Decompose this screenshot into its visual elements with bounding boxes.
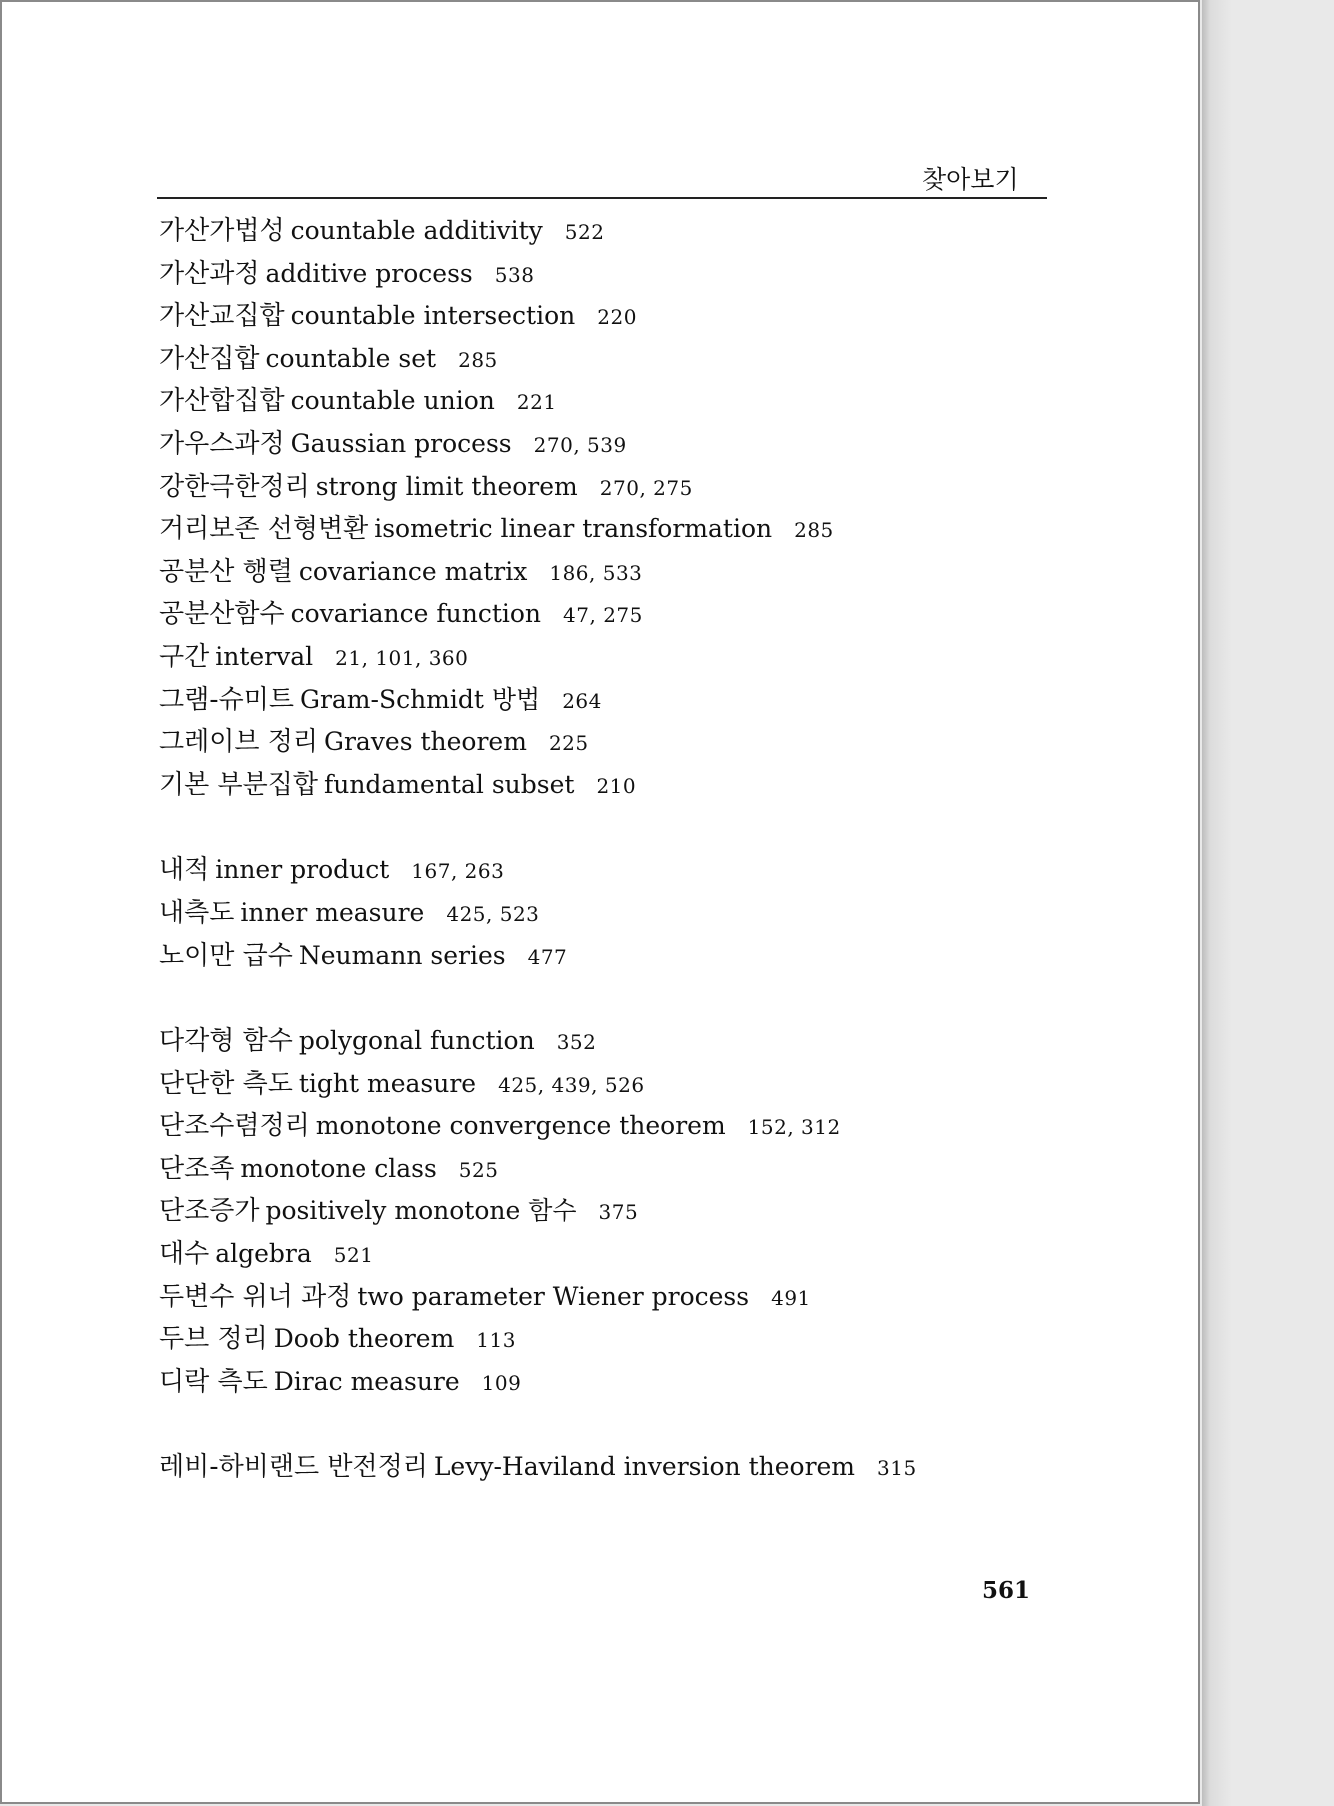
page-references: 285 xyxy=(794,518,834,543)
page-references: 21, 101, 360 xyxy=(335,645,469,670)
index-entry xyxy=(159,508,1059,551)
index-entry xyxy=(159,551,1059,594)
index-entry xyxy=(159,1190,1059,1233)
term-english: countable additivity xyxy=(290,216,543,245)
page-references: 270, 275 xyxy=(599,475,693,500)
page-references: 375 xyxy=(598,1200,639,1225)
index-entry xyxy=(159,849,1059,892)
index-entry xyxy=(159,679,1059,722)
index-entry xyxy=(159,1276,1059,1319)
page-references: 270, 539 xyxy=(533,432,627,457)
page-references: 152, 312 xyxy=(747,1115,841,1140)
term-english: polygonal function xyxy=(298,1026,535,1056)
term-korean: 그레이브 정리 xyxy=(159,727,318,758)
term-korean: 내측도 xyxy=(159,897,235,928)
term-korean: 가산가법성 xyxy=(159,216,285,246)
term-english: Gram-Schmidt 방법 xyxy=(299,684,541,714)
page-references: 525 xyxy=(458,1157,499,1182)
page-references: 167, 263 xyxy=(411,859,505,884)
term-english: interval xyxy=(215,641,314,671)
index-entry xyxy=(159,423,1059,466)
term-korean: 가산합집합 xyxy=(159,386,285,417)
index-entry xyxy=(159,1361,1059,1404)
index-entry xyxy=(159,935,1059,978)
index-entry xyxy=(159,764,1059,807)
page-references: 113 xyxy=(476,1328,516,1353)
term-korean: 단조증가 xyxy=(159,1196,260,1227)
term-english: Neumann series xyxy=(298,940,506,970)
index-entry xyxy=(159,1318,1059,1361)
term-korean: 가산교집합 xyxy=(159,301,285,332)
index-entries xyxy=(159,210,1059,1489)
term-korean: 가산과정 xyxy=(159,258,260,289)
term-korean: 두변수 위너 과정 xyxy=(159,1281,352,1312)
term-english: positively monotone 함수 xyxy=(265,1196,577,1226)
page-references: 220 xyxy=(597,305,637,330)
term-korean: 노이만 급수 xyxy=(159,940,293,971)
page-references: 225 xyxy=(548,731,589,756)
header-rule xyxy=(157,197,1047,199)
term-korean: 구간 xyxy=(159,641,210,672)
term-korean: 단단한 측도 xyxy=(159,1068,293,1099)
term-korean: 디락 측도 xyxy=(159,1366,268,1397)
page-references: 210 xyxy=(596,773,637,798)
index-entry xyxy=(159,295,1059,338)
page-references: 521 xyxy=(333,1243,374,1268)
page-references: 425, 523 xyxy=(446,901,540,926)
term-english: strong limit theorem xyxy=(315,471,578,501)
term-english: additive process xyxy=(265,258,473,288)
index-entry xyxy=(159,338,1059,381)
term-english: two parameter Wiener process xyxy=(357,1281,750,1311)
term-korean: 내적 xyxy=(159,855,210,886)
term-korean: 공분산 행렬 xyxy=(159,556,293,587)
index-group xyxy=(159,849,1059,977)
running-head: 찾아보기 xyxy=(922,165,1019,194)
page-edge-shadow xyxy=(1202,0,1334,1806)
page-references: 285 xyxy=(458,347,498,372)
term-korean: 그램-슈미트 xyxy=(159,684,294,715)
index-entry xyxy=(159,210,1059,253)
index-entry xyxy=(159,253,1059,296)
term-korean: 단조족 xyxy=(159,1153,235,1184)
page-references: 109 xyxy=(481,1370,522,1395)
page-number: 561 xyxy=(982,1577,1031,1604)
term-english: algebra xyxy=(215,1239,312,1269)
index-entry xyxy=(159,466,1059,509)
page-references: 352 xyxy=(556,1030,597,1055)
term-english: fundamental subset xyxy=(323,769,575,799)
term-english: covariance function xyxy=(290,599,542,629)
page-references: 522 xyxy=(564,220,605,244)
term-korean: 대수 xyxy=(159,1239,210,1270)
term-english: Dirac measure xyxy=(273,1366,460,1396)
index-entry xyxy=(159,892,1059,935)
page-references: 264 xyxy=(562,688,602,713)
term-english: Doob theorem xyxy=(273,1324,455,1354)
term-korean: 레비-하비랜드 반전정리 xyxy=(159,1452,428,1483)
term-english: countable union xyxy=(290,386,495,416)
term-english: inner measure xyxy=(240,897,425,927)
term-korean: 가산집합 xyxy=(159,343,260,374)
term-korean: 다각형 함수 xyxy=(159,1026,293,1057)
term-english: isometric linear transformation xyxy=(374,514,773,544)
index-group xyxy=(159,1020,1059,1403)
index-entry xyxy=(159,1148,1059,1191)
term-korean: 공분산함수 xyxy=(159,599,285,630)
term-english: tight measure xyxy=(298,1068,477,1098)
term-english: Gaussian process xyxy=(290,428,512,458)
page-references: 47, 275 xyxy=(563,603,643,628)
page-references: 425, 439, 526 xyxy=(498,1072,645,1097)
term-korean: 가우스과정 xyxy=(159,428,285,459)
page-references: 477 xyxy=(527,944,568,969)
page-references: 315 xyxy=(877,1456,917,1481)
term-korean: 강한극한정리 xyxy=(159,471,310,502)
index-entry xyxy=(159,593,1059,636)
index-entry xyxy=(159,1446,1059,1489)
term-english: monotone convergence theorem xyxy=(315,1111,726,1141)
page-references: 491 xyxy=(771,1285,811,1310)
term-english: countable set xyxy=(265,343,437,373)
index-entry xyxy=(159,721,1059,764)
index-entry xyxy=(159,636,1059,679)
term-korean: 두브 정리 xyxy=(159,1324,268,1355)
index-entry xyxy=(159,1233,1059,1276)
term-english: countable intersection xyxy=(290,301,576,331)
index-entry xyxy=(159,1105,1059,1148)
index-entry xyxy=(159,1020,1059,1063)
index-entry xyxy=(159,1063,1059,1106)
term-korean: 기본 부분집합 xyxy=(159,769,318,800)
page-references: 221 xyxy=(516,390,557,415)
term-korean: 단조수렴정리 xyxy=(159,1111,310,1142)
page-references: 538 xyxy=(494,262,535,287)
index-group xyxy=(159,210,1059,806)
index-entry xyxy=(159,380,1059,423)
term-english: covariance matrix xyxy=(298,556,528,586)
page-references: 186, 533 xyxy=(549,560,643,585)
term-english: Graves theorem xyxy=(323,727,527,757)
term-english: inner product xyxy=(215,855,390,885)
index-group xyxy=(159,1446,1059,1489)
term-english: Levy-Haviland inversion theorem xyxy=(433,1452,856,1482)
term-english: monotone class xyxy=(240,1153,437,1183)
term-korean: 거리보존 선형변환 xyxy=(159,514,369,545)
